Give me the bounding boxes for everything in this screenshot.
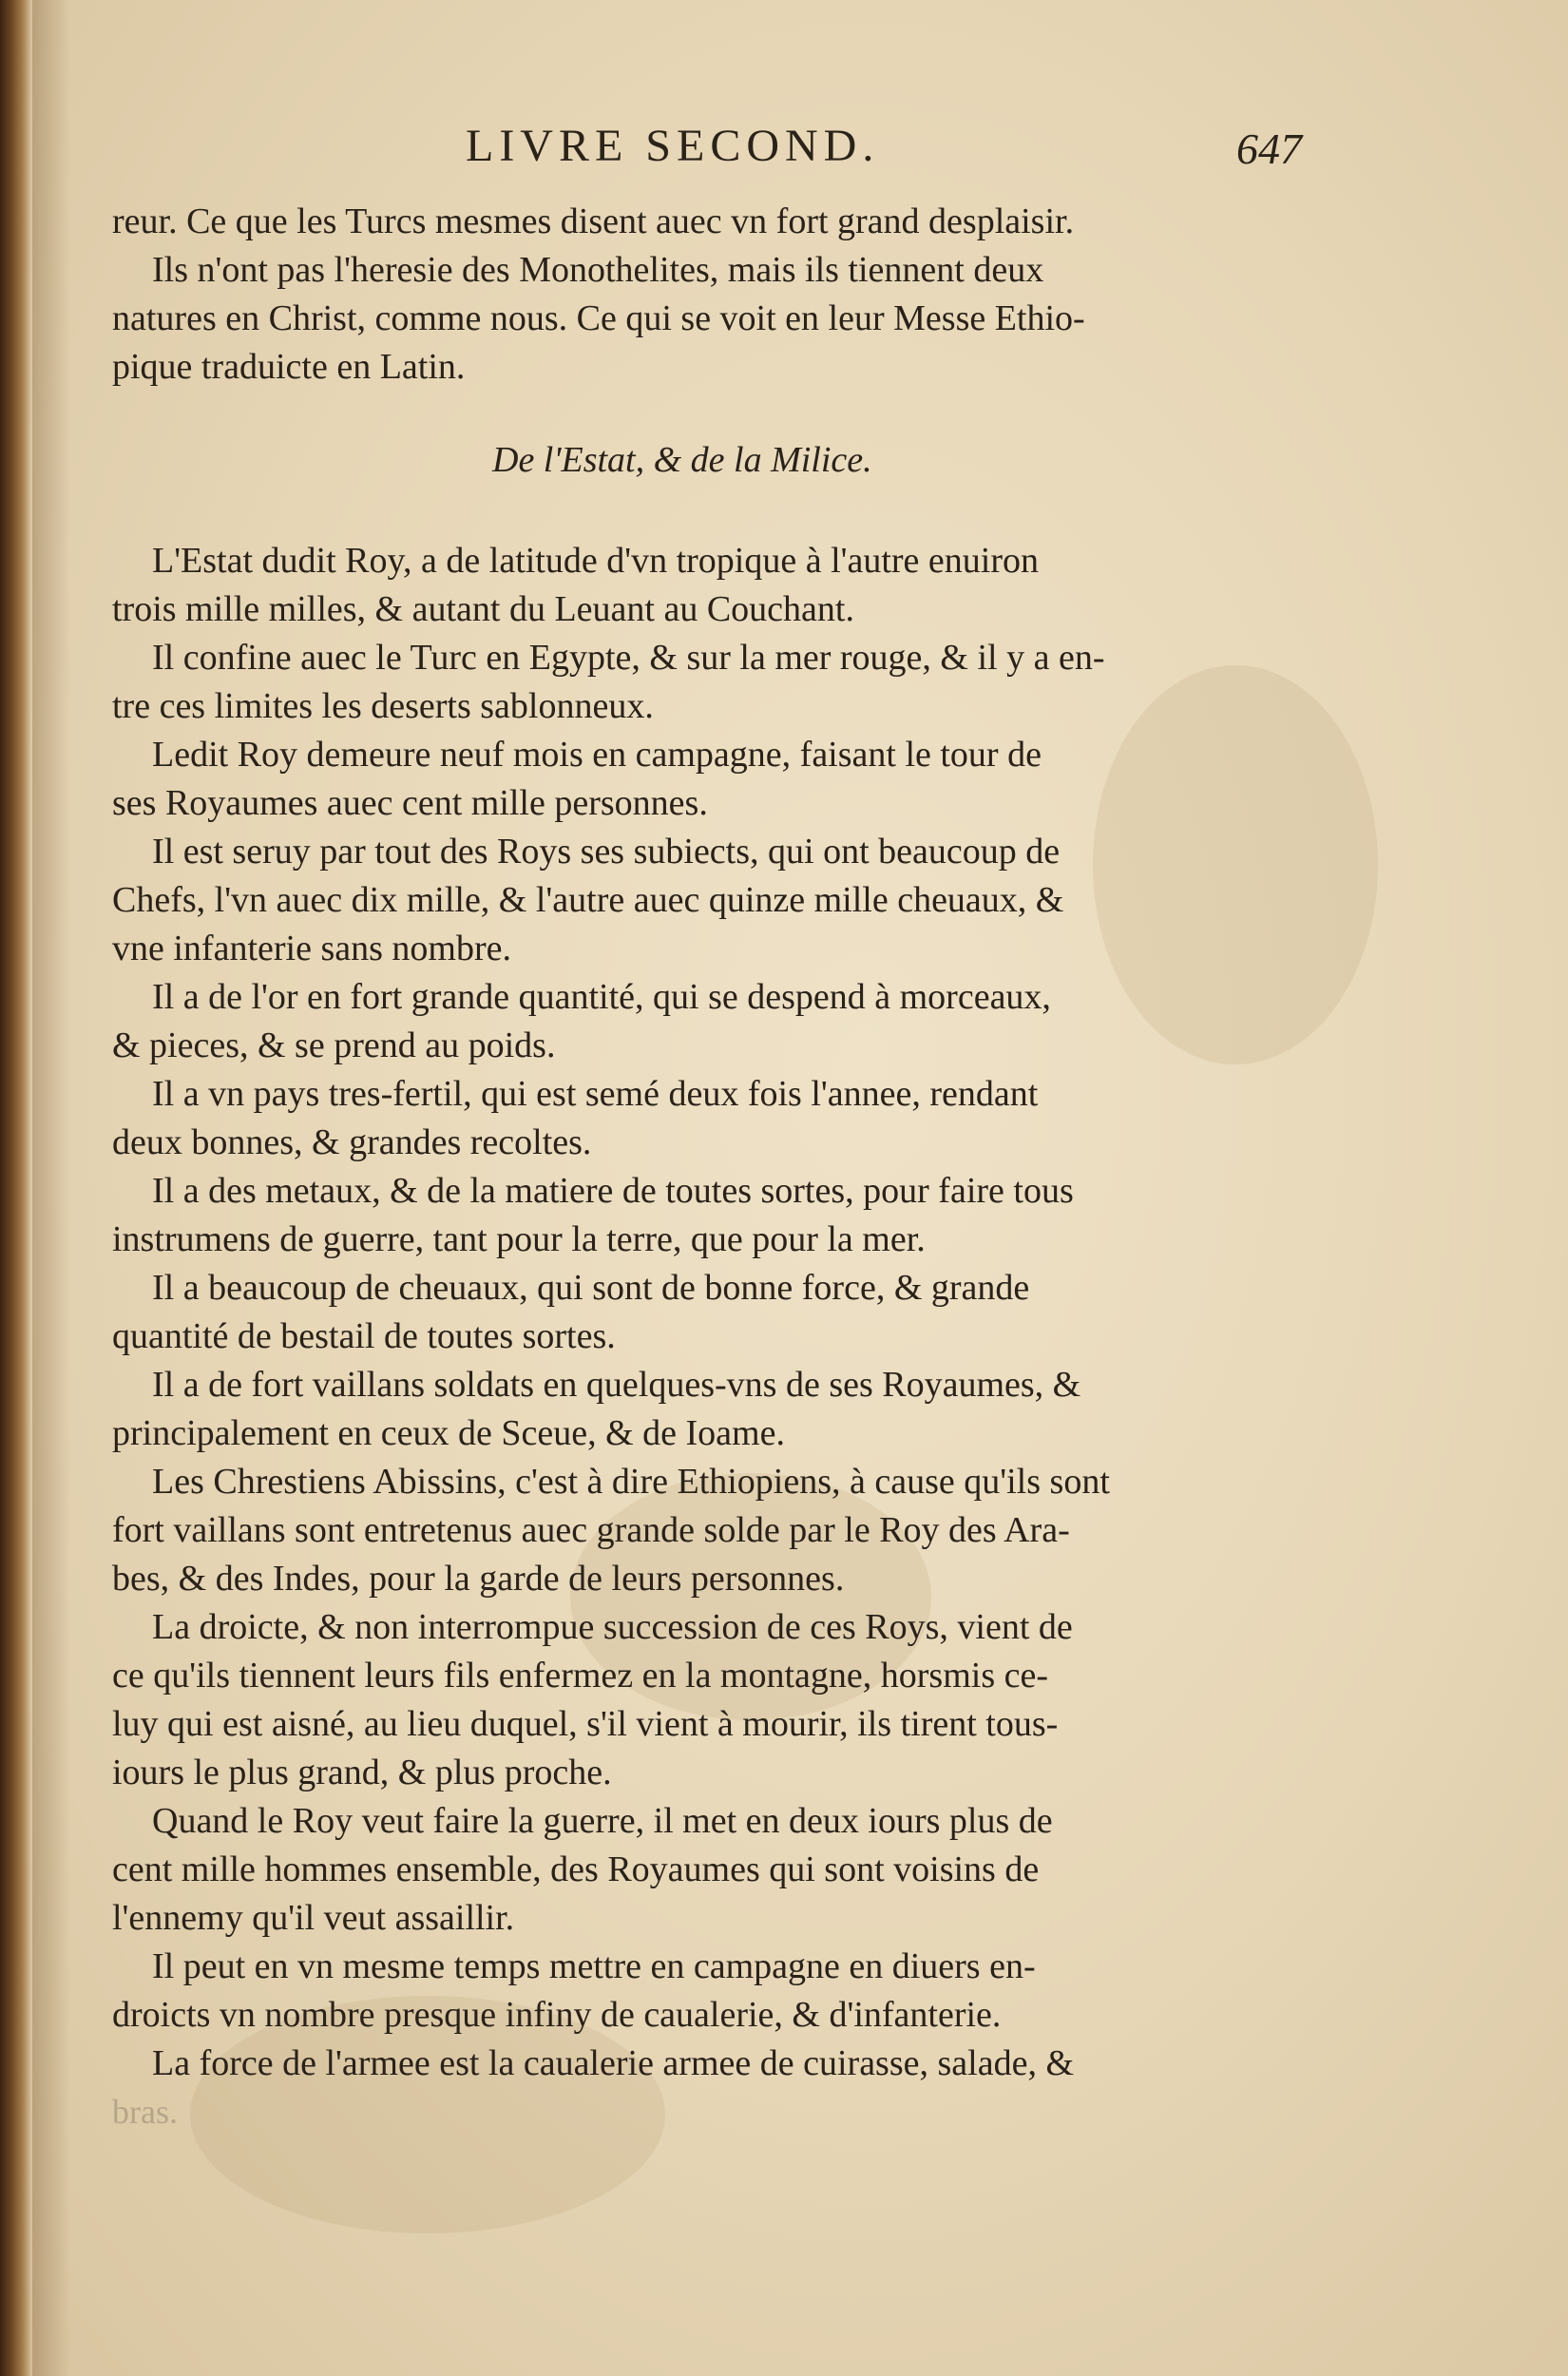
text-line: La droicte, & non interrompue succession de ces Roys, vient de [152,1607,1073,1647]
text-line: L'Estat dudit Roy, a de latitude d'vn tropique à l'autre enuiron [152,541,1040,581]
text-line: quantité de bestail de toutes sortes. [112,1316,616,1356]
text-line: Il a de fort vaillans soldats en quelques-vns de ses Royaumes, & [152,1365,1081,1405]
page-header [114,120,1302,177]
text-line: Il a vn pays tres-fertil, qui est semé deux fois l'annee, rendant [152,1074,1039,1114]
text-line: droicts vn nombre presque infiny de caualerie, & d'infanterie. [112,1995,1002,2035]
text-line: Il confine auec le Turc en Egypte, & sur la mer rouge, & il y a en- [152,638,1105,678]
catchword: bras. [112,2093,178,2131]
text-line: Chefs, l'vn auec dix mille, & l'autre auec quinze mille cheuaux, & [112,880,1064,920]
text-line: fort vaillans sont entretenus auec grande solde par le Roy des Ara- [112,1510,1070,1550]
book-binding-edge [0,0,32,2376]
body-paragraphs [112,537,1295,2088]
text-line: cent mille hommes ensemble, des Royaumes qui sont voisins de [112,1849,1040,1889]
text-line: luy qui est aisné, au lieu duquel, s'il vient à mourir, ils tirent tous- [112,1704,1059,1744]
text-line: deux bonnes, & grandes recoltes. [112,1122,592,1162]
page-number: 647 [1236,125,1302,173]
text-line: Ledit Roy demeure neuf mois en campagne, faisant le tour de [152,735,1042,775]
gutter-shadow [32,0,70,2376]
text-line: Il a des metaux, & de la matiere de toutes sortes, pour faire tous [152,1171,1074,1211]
text-line: Il peut en vn mesme temps mettre en campagne en diuers en- [152,1946,1036,1986]
text-line: iours le plus grand, & plus proche. [112,1753,612,1792]
text-line: principalement en ceux de Sceue, & de Ioame. [112,1413,785,1453]
text-line: Il a beaucoup de cheuaux, qui sont de bonne force, & grande [152,1268,1030,1308]
text-line: vne infanterie sans nombre. [112,929,511,968]
text-line: Il a de l'or en fort grande quantité, qui se despend à morceaux, [152,977,1051,1017]
text-line: Quand le Roy veut faire la guerre, il met en deux iours plus de [152,1801,1053,1841]
section-heading: De l'Estat, & de la Milice. [492,440,872,480]
running-head: LIVRE SECOND. [466,121,880,171]
text-line: natures en Christ, comme nous. Ce qui se voit en leur Messe Ethio- [112,298,1085,338]
text-line: bes, & des Indes, pour la garde de leurs personnes. [112,1559,845,1599]
text-line: tre ces limites les deserts sablonneux. [112,686,654,726]
text-line: reur. Ce que les Turcs mesmes disent auec vn fort grand desplaisir. [112,201,1075,241]
text-line: instrumens de guerre, tant pour la terre, que pour la mer. [112,1219,926,1259]
text-line: Il est seruy par tout des Roys ses subiects, qui ont beaucoup de [152,832,1061,872]
text-line: Les Chrestiens Abissins, c'est à dire Ethiopiens, à cause qu'ils sont [152,1462,1110,1502]
text-line: Ils n'ont pas l'heresie des Monothelites, mais ils tiennent deux [152,250,1044,290]
text-line: & pieces, & se prend au poids. [112,1025,556,1065]
text-line: l'ennemy qu'il veut assaillir. [112,1898,515,1938]
text-line: pique traduicte en Latin. [112,347,466,387]
text-line: trois mille milles, & autant du Leuant au Couchant. [112,589,854,629]
text-line: La force de l'armee est la caualerie armee de cuirasse, salade, & [152,2043,1075,2083]
text-block [112,198,1295,2136]
text-line: ses Royaumes auec cent mille personnes. [112,783,708,823]
text-line: ce qu'ils tiennent leurs fils enfermez en la montagne, horsmis ce- [112,1656,1049,1696]
